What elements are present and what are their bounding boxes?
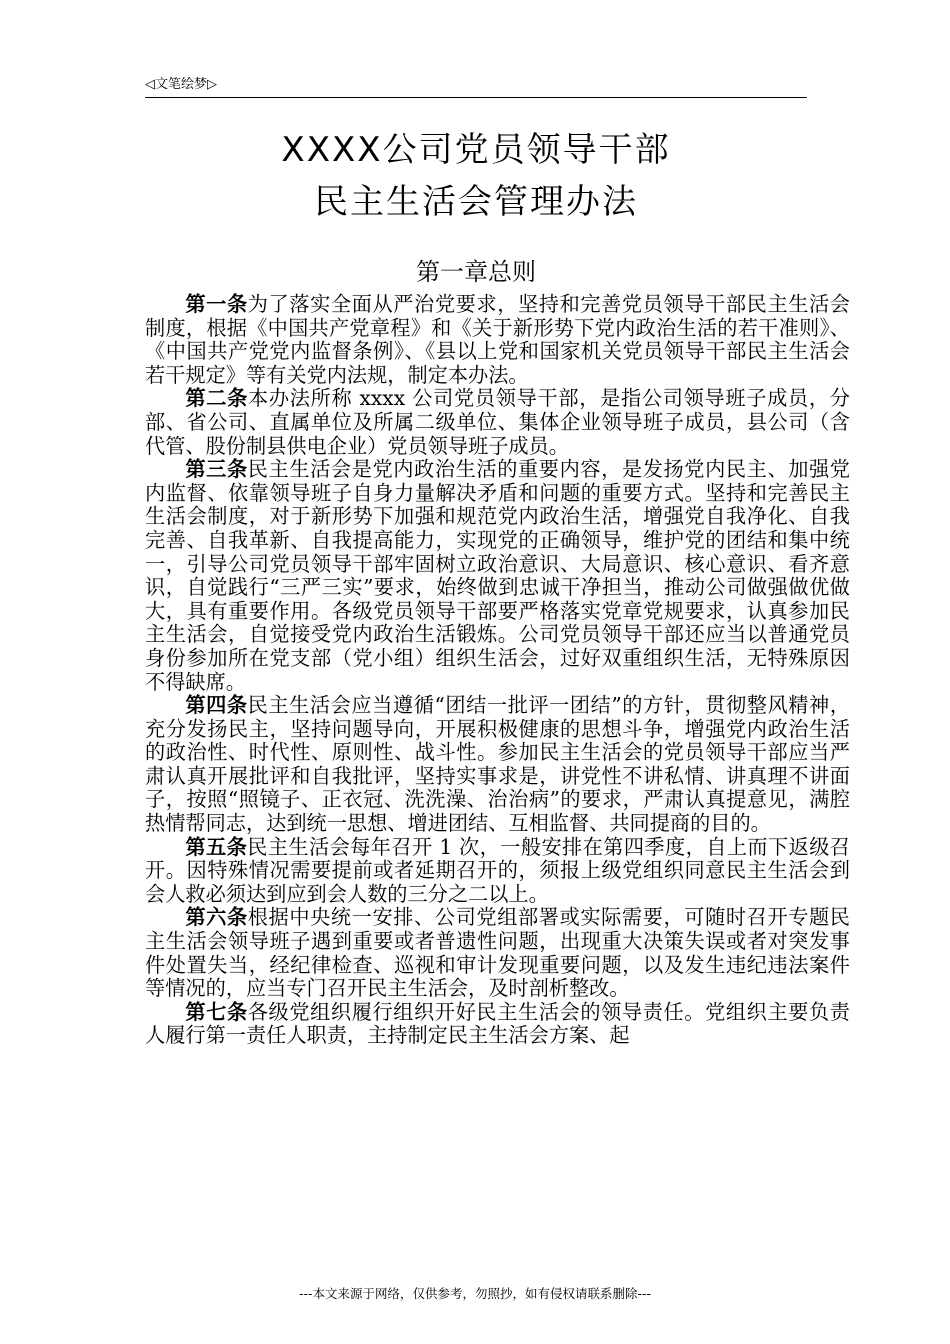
article-paragraph (145, 906, 850, 1000)
header-divider (145, 97, 807, 98)
article-paragraph (145, 458, 850, 694)
page-header: ◁文笔绘梦▷ (145, 77, 217, 92)
article-paragraph (145, 293, 850, 387)
article-text: 各级党组织履行组织开好民主生活会的领导责任。党组织主要负责人履行第一责任人职责，主持制定民主生活会方案、起 (145, 999, 850, 1048)
article-label: 第三条 (185, 457, 248, 482)
article-text: 民主生活会是党内政治生活的重要内容，是发扬党内民主、加强党内监督、依靠领导班子自身力量解决矛盾和问题的重要方式。坚持和完善民主生活会制度，对于新形势下加强和规范党内政治生活，增强党自我净化、自我完善、自我革新、自我提高能力，实现党的正确领导，维护党的团结和集中统一，引导公司党员领导干部牢固树立政治意识、大局意识、核心意识、看齐意识，自觉践行“三严三实”要求，始终做到忠诚干净担当，推动公司做强做优做大，具有重要作用。各级党员领导干部要严格落实党章党规要求，认真参加民主生活会，自觉接受党内政治生活锻炼。公司党员领导干部还应当以普通党员身份参加所在党支部（党小组）组织生活会，过好双重组织生活，无特殊原因不得缺席。 (145, 457, 850, 694)
document-body (145, 293, 850, 1048)
article-paragraph (145, 387, 850, 458)
title-line-1: XXXX公司党员领导干部 (281, 130, 671, 170)
article-paragraph (145, 836, 850, 907)
document-title (145, 124, 807, 228)
article-label: 第六条 (185, 905, 248, 930)
article-label: 第七条 (185, 999, 248, 1024)
article-label: 第一条 (185, 292, 248, 316)
article-text: 民主生活会每年召开 1 次，一般安排在第四季度，自上而下返级召开。因特殊情况需要提前或者延期召开的，须报上级党组织同意民主生活会到会人救必须达到应到会人数的三分之二以上。 (145, 834, 850, 906)
article-label: 第四条 (185, 693, 248, 718)
article-text: 本办法所称 xxxx 公司党员领导干部，是指公司领导班子成员，分部、省公司、直属单位及所属二级单位、集体企业领导班子成员，县公司（含代管、股份制县供电企业）党员领导班子成员。 (145, 386, 850, 458)
chapter-heading: 第一章总则 (416, 258, 536, 286)
article-text: 民主生活会应当遵循“团结一批评一团结”的方针，贯彻整风精神，充分发扬民主，坚持问题导向，开展积极健康的思想斗争，增强党内政治生活的政治性、时代性、原则性、战斗性。参加民主生活会的党员领导干部应当严肃认真开展批评和自我批评，坚持实事求是，讲党性不讲私情、讲真理不讲面子，按照“照镜子、正衣冠、洗洗澡、治治病”的要求，严肃认真提意见，满腔热情帮同志，达到统一思想、增进团结、互相监督、共同提商的目的。 (145, 693, 850, 836)
article-paragraph (145, 1001, 850, 1048)
article-text: 根据中央统一安排、公司党组部署或实际需要，可随时召开专题民主生活会领导班子遇到重要或者普遗性问题，出现重大决策失误或者对突发事件处置失当，经纪律检查、巡视和审计发现重要问题，以及发生违纪违法案件等情况的，应当专门召开民主生活会，及时剖析整改。 (145, 905, 850, 1001)
article-label: 第五条 (185, 834, 248, 859)
title-line-2: 民主生活会管理办法 (314, 182, 638, 222)
article-text: 为了落实全面从严治党要求，坚持和完善党员领导干部民主生活会制度，根据《中国共产党章程》和《关于新形势下党内政治生活的若干准则》、《中国共产党党内监督条例》、《县以上党和国家机关党员领导干部民主生活会若干规定》等有关党内法规，制定本办法。 (145, 292, 850, 387)
page-footer-disclaimer: ---本文来源于网络，仅供参考，勿照抄，如有侵权请联系删除--- (298, 1286, 652, 1301)
article-paragraph (145, 694, 850, 836)
article-label: 第二条 (185, 386, 249, 411)
